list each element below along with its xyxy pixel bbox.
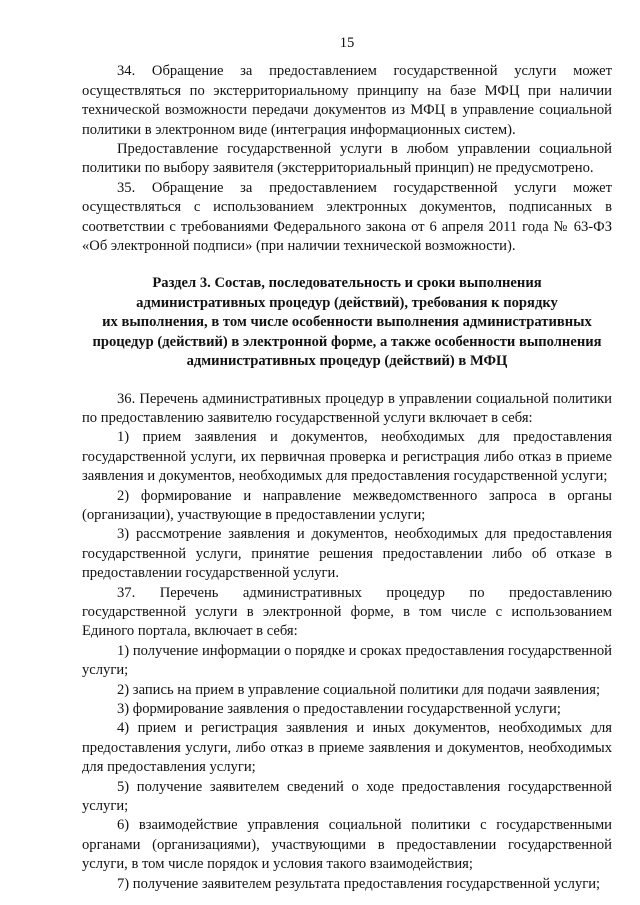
list-item: 1) прием заявления и документов, необходимых для предоставления государственной услуги, их первичная проверка и регистрация либо отказ в приеме заявления и документов, необходимых для предоставления государственной услуги; [82,429,612,485]
list-item: 5) получение заявителем сведений о ходе предоставления государственной услуги; [82,778,612,815]
paragraph-extraterritorial: Предоставление государственной услуги в любом управлении социальной политики по выбору заявителя (экстерриториальный принцип) не предусмотрено. [82,141,612,177]
list-item: 6) взаимодействие управления социальной политики с государственными органами (организациями), участвующими в предоставлении государственной услуги, в том числе порядок и условия такого взаимодействия; [82,817,612,873]
paragraph-34: 34. Обращение за предоставлением государственной услуги может осуществляться по экстерриториальному принципу на базе МФЦ при наличии технической возможности передачи документов из МФЦ в управление социальной политики в электронном виде (интеграция информационных систем). [82,63,612,138]
section-title-line: процедур (действий) в электронной форме, а также особенности выполнения [92,333,602,350]
section-3-title [82,274,612,371]
section-title-line: Раздел 3. Состав, последовательность и сроки выполнения [152,275,542,292]
list-item: 2) формирование и направление межведомственного запроса в органы (организации), участвующие в предоставлении услуги; [82,487,612,523]
paragraph-35: 35. Обращение за предоставлением государственной услуги может осуществляться с использованием электронных документов, подписанных в соответствии с требованиями Федерального закона от 6 апреля 2011 года № 63-ФЗ «Об электронной подписи» (при наличии технической возможности). [82,179,612,255]
document-page [82,34,612,894]
list-item: 7) получение заявителем результата предоставления государственной услуги; [117,875,601,892]
page-number: 15 [339,35,355,51]
list-item: 4) прием и регистрация заявления и иных документов, необходимых для предоставления услуги, либо отказ в приеме заявления и документов, необходимых для предоставления услуги; [82,720,612,776]
list-item: 3) рассмотрение заявления и документов, необходимых для предоставления государственной услуги, принятие решения предоставлении либо об отказе в предоставлении государственной услуги. [82,526,612,582]
list-item: 1) получение информации о порядке и сроках предоставления государственной услуги; [82,642,612,679]
paragraph-36: 36. Перечень административных процедур в управлении социальной политики по предоставлению заявителю государственной услуги включает в себя: [82,390,612,426]
section-title-line: их выполнения, в том числе особенности выполнения административных [102,314,592,331]
section-title-line: административных процедур (действий), требования к порядку [136,294,558,311]
list-item: 2) запись на прием в управление социальной политики для подачи заявления; [117,681,601,698]
list-item: 3) формирование заявления о предоставлении государственной услуги; [117,701,561,717]
section-title-line: административных процедур (действий) в МФЦ [186,353,508,370]
paragraph-37: 37. Перечень административных процедур по предоставлению государственной услуги в электронной форме, в том числе с использованием Единого портала, включает в себя: [82,584,612,640]
